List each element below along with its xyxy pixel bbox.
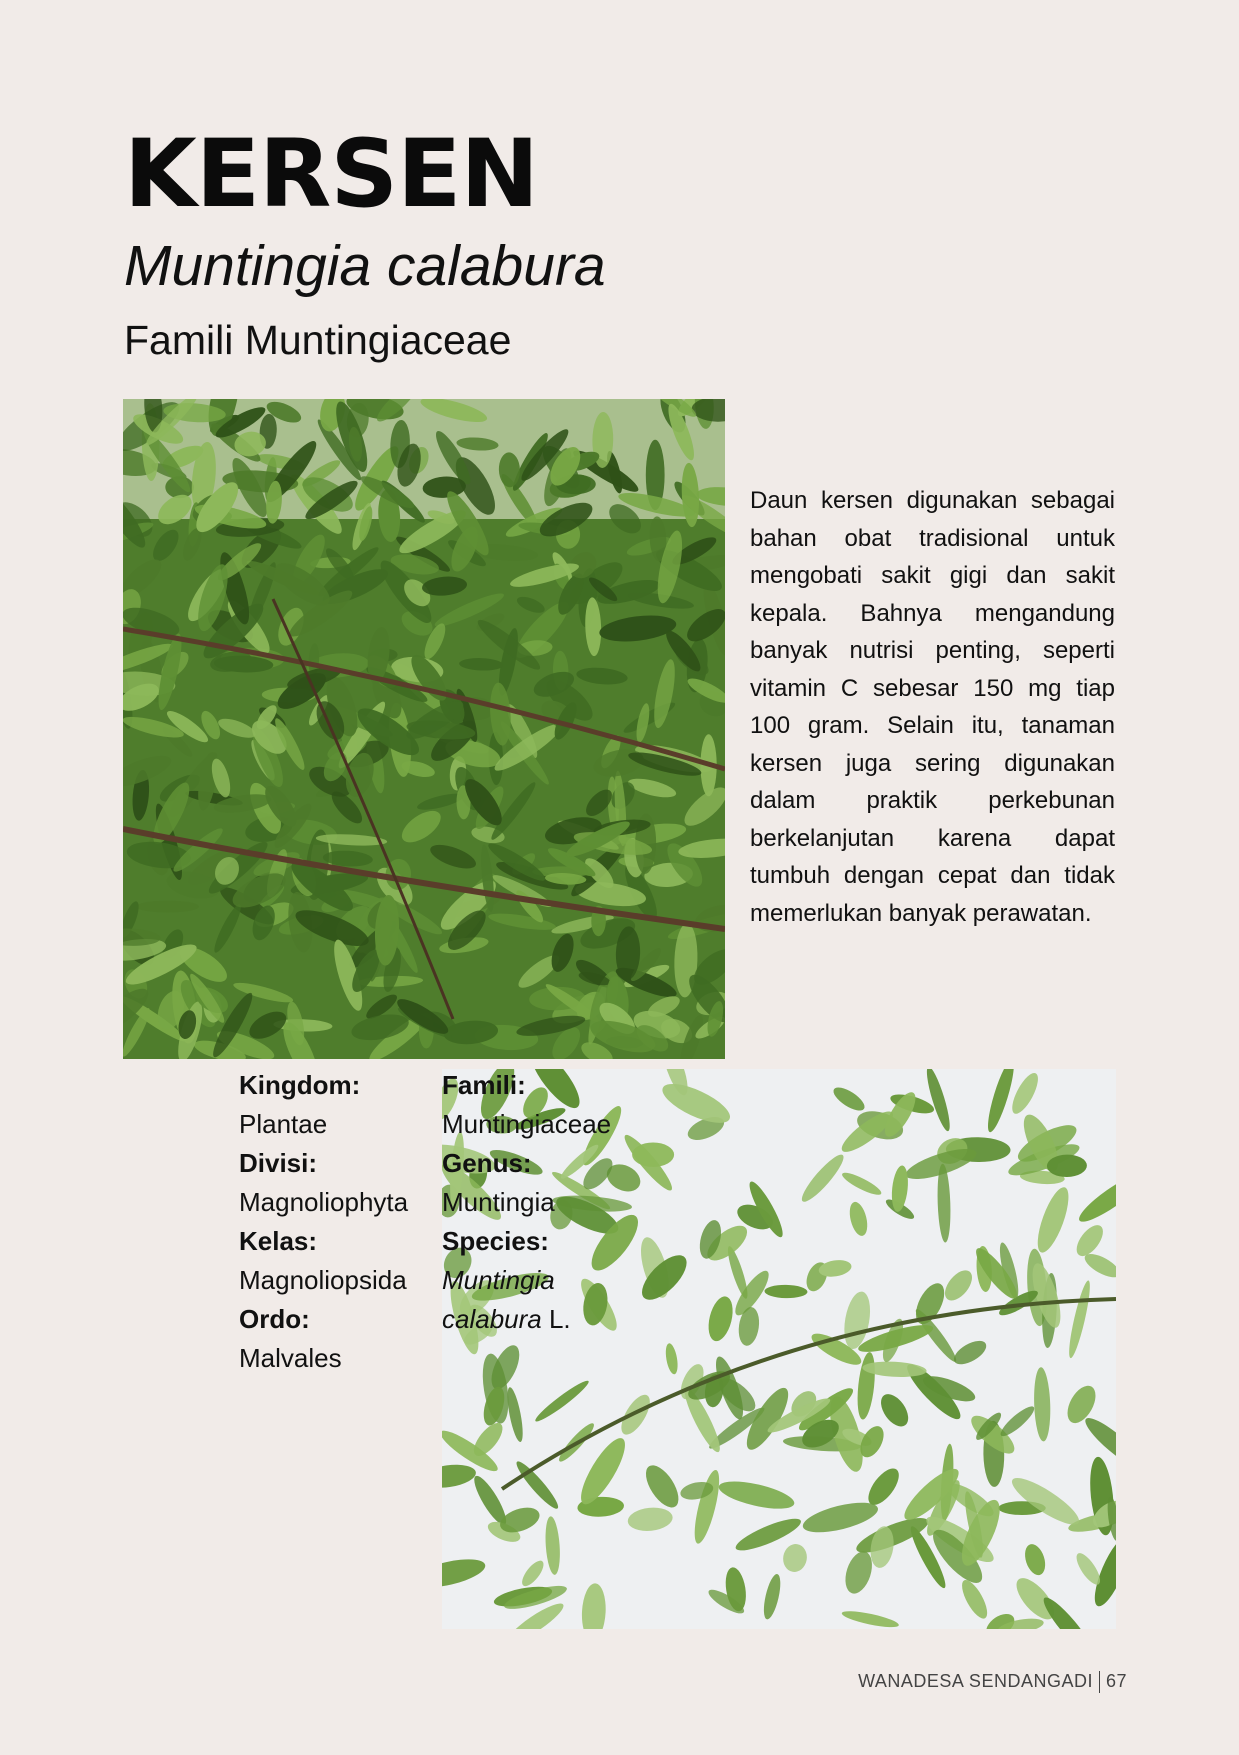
- page-footer: [858, 1671, 1127, 1693]
- family-name: Famili Muntingiaceae: [124, 317, 512, 363]
- page-title: KERSEN: [124, 120, 539, 229]
- plant-description: Daun kersen digunakan sebagai bahan obat tradisional untuk mengobati sakit gigi dan sakit kepala. Bahnya mengandung banyak nutrisi penting, seperti vitamin C sebesar 150 mg tiap 100 gram. Selain itu, tanaman kersen juga sering digunakan dalam praktik perkebunan berkelanjutan karena dapat tumbuh dengan cepat dan tidak memerlukan banyak perawatan.: [750, 487, 1115, 927]
- genus-label: Genus:: [442, 1148, 532, 1178]
- scientific-name: Muntingia calabura: [124, 234, 606, 298]
- kelas-value: Magnoliopsida: [239, 1265, 407, 1295]
- taxonomy-column-right: [442, 1066, 662, 1339]
- ordo-label: Ordo:: [239, 1304, 310, 1334]
- species-value: [442, 1261, 662, 1339]
- species-author: L.: [541, 1304, 571, 1334]
- kelas-label: Kelas:: [239, 1226, 318, 1256]
- publication-name: WANADESA SENDANGADI: [858, 1671, 1093, 1691]
- divisi-value: Magnoliophyta: [239, 1187, 409, 1217]
- species-label: Species:: [442, 1226, 549, 1256]
- page-number: 67: [1105, 1671, 1127, 1691]
- species-genus-italic: Muntingia: [442, 1265, 555, 1295]
- genus-value: Muntingia: [442, 1187, 555, 1217]
- kersen-tree-photo: [123, 399, 725, 1059]
- ordo-value: Malvales: [239, 1343, 342, 1373]
- footer-divider: [1099, 1671, 1100, 1693]
- species-epithet-italic: calabura: [442, 1304, 542, 1334]
- kingdom-value: Plantae: [239, 1109, 328, 1139]
- taxonomy-column-left: [239, 1066, 439, 1378]
- famili-value: Muntingiaceae: [442, 1109, 612, 1139]
- leaf-shape: [136, 901, 199, 913]
- famili-label: Famili:: [442, 1070, 526, 1100]
- kingdom-label: Kingdom:: [239, 1070, 361, 1100]
- divisi-label: Divisi:: [239, 1148, 318, 1178]
